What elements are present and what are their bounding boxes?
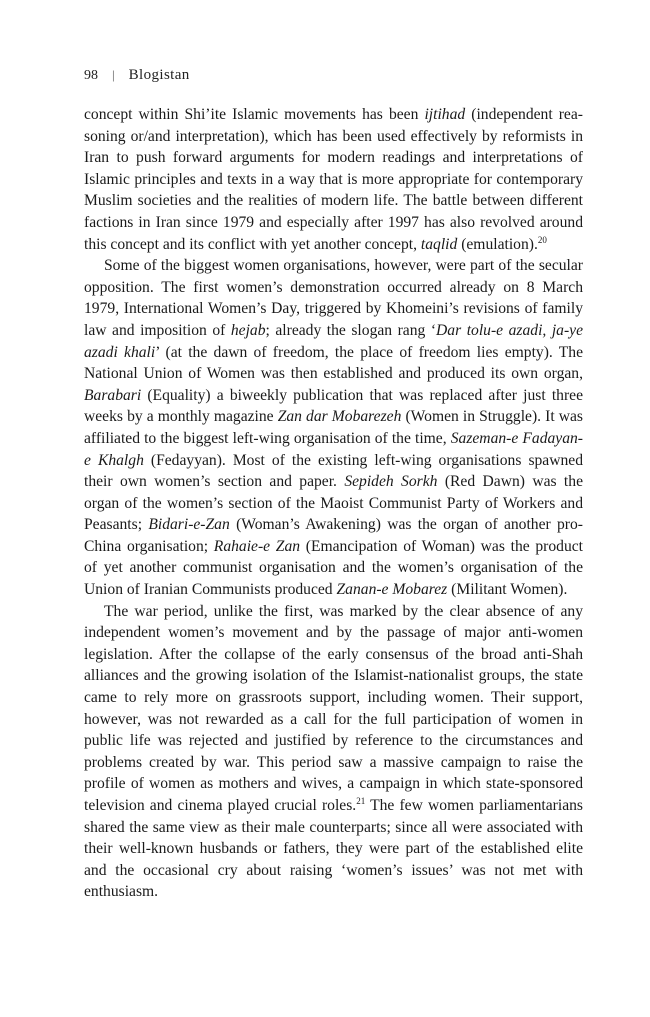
- paragraph: [84, 255, 583, 601]
- italic-term: Barabari: [84, 386, 142, 404]
- italic-term: taqlid: [420, 235, 458, 253]
- italic-term: Bidari-e-Zan: [148, 516, 230, 534]
- running-header: [84, 67, 190, 84]
- text-run: (independent reasoning or/and interpretation), which has been used effectively by reformists in Iran to push forward arguments for modern readings and interpretations of Islamic principles and texts in a way that is more appropriate for contemporary Muslim societies and the realities of modern life. The battle between different factions in Iran since 1979 and especially after 1997 has also revolved around this concept and its conflict with yet another concept,: [84, 106, 583, 253]
- running-title: Blogistan: [128, 67, 190, 83]
- page-number: 98: [84, 68, 98, 83]
- text-run: Some of the biggest women organisations, however, were part of the secular opposition. The first women’s demonstration occurred already on 8 March 1979, International Women’s Day, triggered by Khomeini’s revisions of family law and imposition of: [84, 257, 583, 339]
- text-run: (Red Dawn) was the organ of the women’s section of the Maoist Communist Party of Workers and Peasants;: [84, 473, 583, 534]
- body-text: [84, 104, 583, 903]
- text-run: (Woman’s Awakening) was the organ of another pro-China organisation;: [84, 516, 583, 555]
- text-run: ’ (at the dawn of freedom, the place of freedom lies empty). The National Union of Women was then established and produced its own organ,: [84, 343, 584, 383]
- text-run: (Fedayyan). Most of the existing left-wing organisations spawned their own women’s section and paper.: [84, 451, 584, 491]
- text-run: concept within Shi’ite Islamic movements has been: [84, 106, 425, 123]
- text-run: The few women parliamentarians shared the same view as their male counterparts; since all were associated with their well-known husbands or fathers, they were part of the established elite and the occasional cry about raising ‘women’s issues’ was not met with enthusiasm.: [84, 797, 583, 901]
- header-separator: |: [112, 67, 115, 82]
- text-run: ; already the slogan rang ‘: [265, 321, 437, 339]
- text-run: (Militant Women).: [447, 581, 568, 599]
- italic-term: Sepideh Sorkh: [344, 473, 438, 491]
- italic-term: Dar tolu-e azadi, ja-ye azadi khali: [84, 321, 583, 361]
- text-run: (emulation).: [457, 235, 538, 253]
- text-run: The war period, unlike the first, was marked by the clear absence of any independent women’s movement and by the passage of major anti-women legislation. After the collapse of the early consensus of the broad anti-Shah alliances and the growing isolation of the Islamist-nationalist groups, the state came to rely more on grassroots support, including women. Their support, however, was not rewarded as a call for the full participation of women in public life was rejected and justified by reference to the circumstances and problems created by war. This period saw a massive campaign to raise the profile of women as mothers and wives, a campaign in which state-sponsored television and cinema played crucial roles.: [84, 602, 583, 814]
- paragraph: [84, 601, 583, 903]
- italic-term: Rahaie-e Zan: [213, 537, 301, 555]
- text-run: (Emancipation of Woman) was the product of yet another communist organisation and the women’s organisation of the Union of Iranian Communists produced: [84, 537, 584, 599]
- footnote-ref: 21: [356, 795, 366, 806]
- paragraph: [84, 104, 583, 255]
- italic-term: hejab: [230, 321, 266, 339]
- italic-term: Sazeman-e Fadayan-e Khalgh: [84, 429, 583, 469]
- italic-term: Zan dar Mobarezeh: [277, 408, 402, 426]
- footnote-ref: 20: [537, 234, 547, 245]
- italic-term: Zanan-e Mobarez: [336, 581, 448, 599]
- text-run: (Equality) a biweekly publication that was replaced after just three weeks by a monthly magazine: [84, 386, 583, 426]
- text-run: (Women in Struggle). It was affiliated to the biggest left-wing organisation of the time,: [84, 408, 584, 447]
- italic-term: ijtihad: [424, 106, 466, 123]
